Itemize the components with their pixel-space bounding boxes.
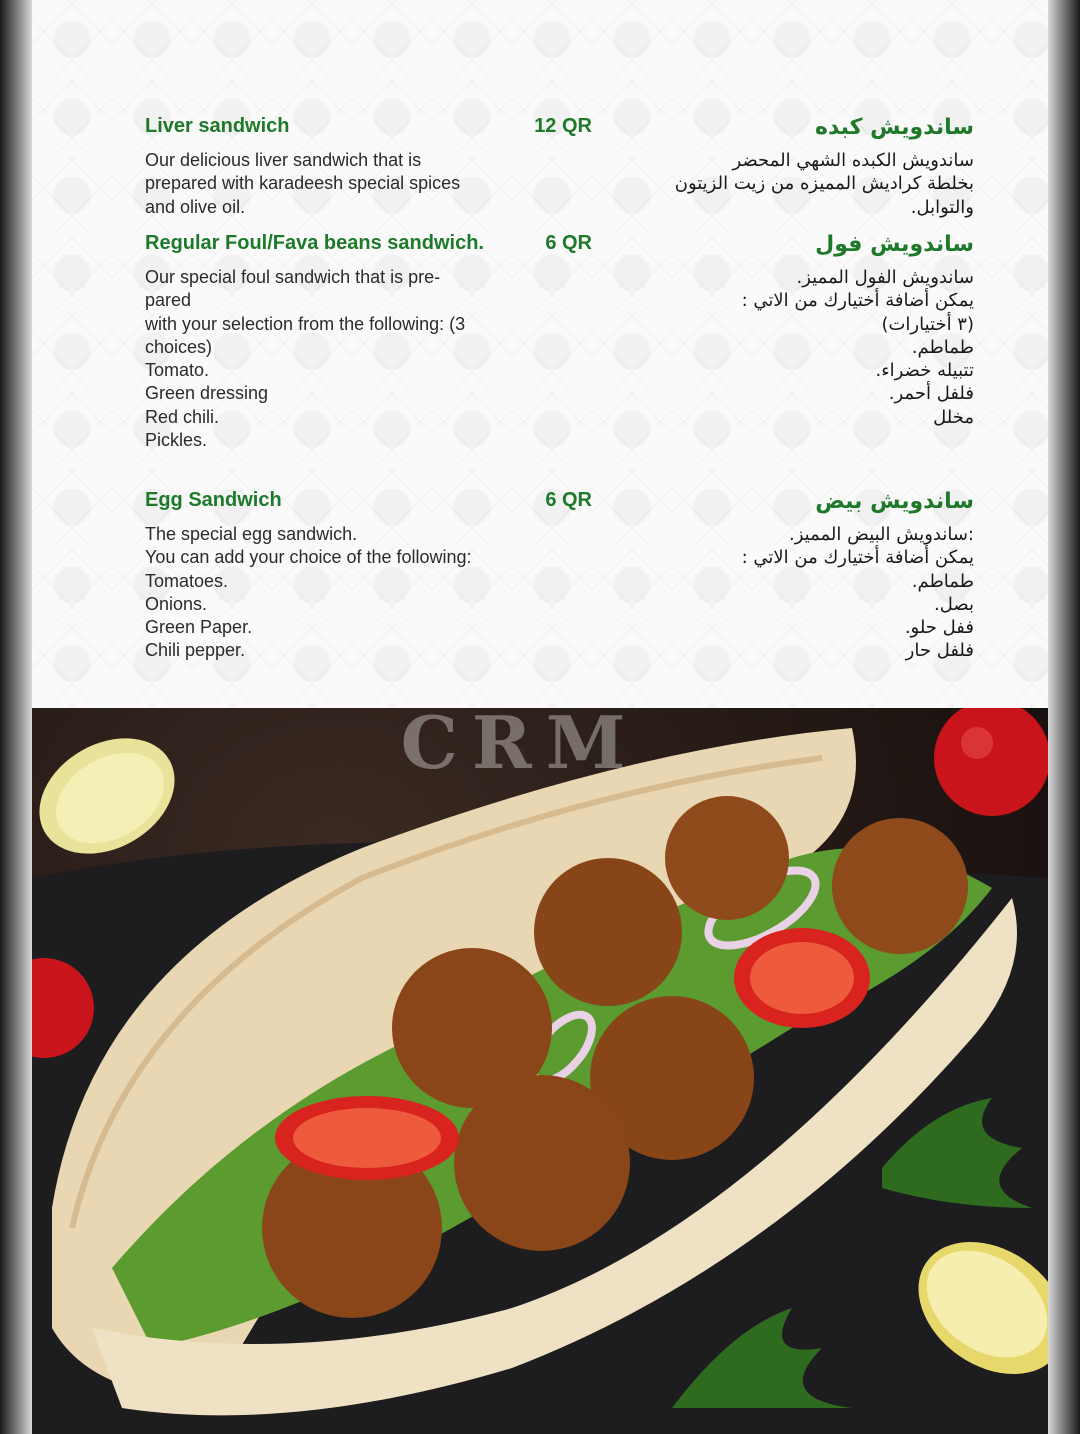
desc-line: Our special foul sandwich that is pre- xyxy=(145,267,441,287)
desc-line: Tomatoes. xyxy=(145,570,229,591)
desc-line: Pickles. xyxy=(145,430,208,451)
desc-line: يمكن أضافة أختيارك من الاتي : xyxy=(741,290,974,312)
item-price: 6 QR xyxy=(545,489,592,511)
desc-line: You can add your choice of the following: xyxy=(145,547,472,568)
desc-line: prepared with karadeesh special spices xyxy=(145,173,461,194)
item-name-en: Liver sandwich xyxy=(145,115,290,137)
item-desc-ar xyxy=(614,266,974,429)
desc-line: بصل. xyxy=(934,593,974,615)
desc-line: طماطم. xyxy=(911,570,974,592)
desc-line: Red chili. xyxy=(145,406,220,427)
watermark-logo: CRM xyxy=(400,700,640,785)
item-desc-ar xyxy=(614,149,974,219)
desc-line: يمكن أضافة أختيارك من الاتي : xyxy=(741,547,974,569)
desc-line: تتبيله خضراء. xyxy=(875,360,974,382)
item-desc-en xyxy=(145,523,505,663)
desc-line: Tomato. xyxy=(145,360,210,381)
item-name-en: Regular Foul/Fava beans sandwich. xyxy=(145,232,484,254)
desc-line: والتوابل. xyxy=(910,196,974,218)
item-name-ar: ساندويش كبده xyxy=(814,115,974,140)
desc-line: مخلل xyxy=(933,406,974,428)
item-desc-en xyxy=(145,266,505,452)
item-desc-en xyxy=(145,149,505,219)
desc-line: The special egg sandwich. xyxy=(145,524,358,544)
item-name-ar: ساندويش فول xyxy=(815,232,974,257)
desc-line: Our delicious liver sandwich that is xyxy=(145,150,422,170)
desc-line: طماطم. xyxy=(911,336,974,358)
desc-line: ساندويش الكبده الشهي المحضر xyxy=(732,150,974,171)
desc-line: ففل حلو. xyxy=(904,617,974,639)
desc-line: بخلطة كراديش المميزه من زيت الزيتون xyxy=(674,173,974,195)
item-price: 12 QR xyxy=(534,115,592,137)
item-name-ar: ساندويش بيض xyxy=(815,489,974,514)
desc-line: فلفل أحمر. xyxy=(888,383,974,405)
desc-line: with your selection from the following: (3 xyxy=(145,313,466,334)
item-desc-ar xyxy=(614,523,974,663)
desc-line: فلفل حار xyxy=(905,640,974,662)
desc-line: Green Paper. xyxy=(145,617,253,638)
desc-line: choices) xyxy=(145,336,213,357)
desc-line: (٣ أختيارات) xyxy=(881,313,974,335)
item-price: 6 QR xyxy=(545,232,592,254)
desc-line: ساندويش الفول المميز. xyxy=(796,267,974,288)
item-name-en: Egg Sandwich xyxy=(145,489,282,511)
desc-line: Green dressing xyxy=(145,383,269,404)
desc-line: :ساندويش البيض المميز. xyxy=(789,524,974,545)
desc-line: Chili pepper. xyxy=(145,640,246,661)
desc-line: Onions. xyxy=(145,593,208,614)
desc-line: pared xyxy=(145,290,192,311)
desc-line: and olive oil. xyxy=(145,196,246,217)
